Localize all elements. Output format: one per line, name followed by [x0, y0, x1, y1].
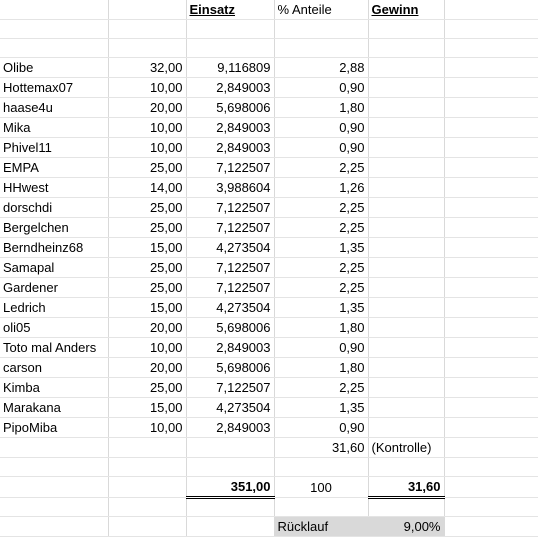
cell[interactable]	[444, 218, 538, 238]
cell[interactable]	[368, 318, 444, 338]
table-row	[0, 218, 538, 238]
table-row	[0, 258, 538, 278]
gewinn-cell[interactable]: 2,25	[274, 218, 368, 238]
cell[interactable]	[444, 398, 538, 418]
einsatz-cell[interactable]: 10,00	[108, 138, 186, 158]
gewinn-cell[interactable]: 1,26	[274, 178, 368, 198]
table-row	[0, 278, 538, 298]
empty-row	[0, 20, 538, 39]
cell[interactable]	[444, 378, 538, 398]
einsatz-cell[interactable]: 25,00	[108, 198, 186, 218]
anteil-cell[interactable]: 4,273504	[186, 298, 274, 318]
ruecklauf-value-cell[interactable]: 9,00%	[368, 517, 444, 537]
cell[interactable]	[368, 218, 444, 238]
cell[interactable]	[108, 517, 186, 537]
header-einsatz[interactable]: Einsatz	[186, 0, 274, 20]
cell[interactable]	[368, 178, 444, 198]
player-name-cell[interactable]: EMPA	[0, 158, 108, 178]
cell[interactable]	[368, 98, 444, 118]
cell[interactable]	[444, 138, 538, 158]
gewinn-cell[interactable]: 1,80	[274, 98, 368, 118]
cell[interactable]	[186, 458, 274, 477]
anteil-cell[interactable]: 7,122507	[186, 258, 274, 278]
cell[interactable]	[444, 58, 538, 78]
player-name-cell[interactable]: Samapal	[0, 258, 108, 278]
cell[interactable]	[274, 20, 368, 39]
gewinn-cell[interactable]: 2,25	[274, 378, 368, 398]
cell[interactable]	[0, 458, 108, 477]
einsatz-cell[interactable]: 15,00	[108, 238, 186, 258]
einsatz-cell[interactable]: 15,00	[108, 398, 186, 418]
einsatz-cell[interactable]: 20,00	[108, 358, 186, 378]
totals-row	[0, 477, 538, 498]
ruecklauf-row	[0, 517, 538, 537]
cell[interactable]	[274, 39, 368, 58]
einsatz-cell[interactable]: 25,00	[108, 278, 186, 298]
cell[interactable]	[368, 418, 444, 438]
cell[interactable]	[368, 338, 444, 358]
cell[interactable]	[444, 477, 538, 498]
table-row	[0, 78, 538, 98]
table-row	[0, 118, 538, 138]
cell[interactable]	[444, 98, 538, 118]
cell[interactable]	[0, 438, 108, 458]
cell[interactable]	[444, 338, 538, 358]
anteil-cell[interactable]: 5,698006	[186, 98, 274, 118]
cell[interactable]	[108, 498, 186, 517]
anteil-cell[interactable]: 9,116809	[186, 58, 274, 78]
cell[interactable]	[444, 458, 538, 477]
cell[interactable]	[368, 20, 444, 39]
cell[interactable]	[444, 178, 538, 198]
cell[interactable]	[186, 498, 274, 517]
player-name-cell[interactable]: Gardener	[0, 278, 108, 298]
anteil-cell[interactable]: 7,122507	[186, 198, 274, 218]
header-gewinn[interactable]: Gewinn	[368, 0, 444, 20]
cell[interactable]	[368, 238, 444, 258]
anteil-cell[interactable]: 2,849003	[186, 78, 274, 98]
anteil-cell[interactable]: 5,698006	[186, 358, 274, 378]
cell[interactable]	[186, 438, 274, 458]
anteil-cell[interactable]: 7,122507	[186, 158, 274, 178]
einsatz-cell[interactable]: 20,00	[108, 318, 186, 338]
table-row	[0, 318, 538, 338]
cell[interactable]	[368, 278, 444, 298]
empty-row	[0, 39, 538, 58]
cell[interactable]	[444, 198, 538, 218]
gewinn-cell[interactable]: 2,88	[274, 58, 368, 78]
gewinn-cell[interactable]: 2,25	[274, 258, 368, 278]
cell[interactable]	[368, 198, 444, 218]
cell[interactable]	[444, 498, 538, 517]
anteil-cell[interactable]: 7,122507	[186, 218, 274, 238]
table-row	[0, 398, 538, 418]
player-name-cell[interactable]: Marakana	[0, 398, 108, 418]
table-row	[0, 58, 538, 78]
einsatz-cell[interactable]: 25,00	[108, 258, 186, 278]
table-row	[0, 138, 538, 158]
player-name-cell[interactable]: Olibe	[0, 58, 108, 78]
cell[interactable]	[368, 498, 444, 517]
cell[interactable]	[368, 138, 444, 158]
cell[interactable]	[0, 39, 108, 58]
cell[interactable]	[368, 39, 444, 58]
cell[interactable]	[108, 20, 186, 39]
cell[interactable]	[444, 418, 538, 438]
cell[interactable]	[368, 398, 444, 418]
cell[interactable]	[368, 358, 444, 378]
anteil-cell[interactable]: 2,849003	[186, 118, 274, 138]
gewinn-cell[interactable]: 1,35	[274, 298, 368, 318]
gewinn-cell[interactable]: 2,25	[274, 158, 368, 178]
table-row	[0, 358, 538, 378]
player-name-cell[interactable]: Ledrich	[0, 298, 108, 318]
gewinn-cell[interactable]: 0,90	[274, 418, 368, 438]
cell[interactable]	[0, 517, 108, 537]
cell[interactable]	[444, 158, 538, 178]
anteil-cell[interactable]: 2,849003	[186, 418, 274, 438]
player-name-cell[interactable]: PipoMiba	[0, 418, 108, 438]
empty-row	[0, 498, 538, 517]
cell[interactable]	[444, 39, 538, 58]
table-row	[0, 418, 538, 438]
einsatz-cell[interactable]: 15,00	[108, 298, 186, 318]
header-row	[0, 0, 538, 20]
anteil-cell[interactable]: 7,122507	[186, 278, 274, 298]
player-name-cell[interactable]: haase4u	[0, 98, 108, 118]
cell[interactable]	[368, 258, 444, 278]
cell[interactable]	[444, 20, 538, 39]
cell[interactable]	[444, 517, 538, 537]
anteil-cell[interactable]: 2,849003	[186, 338, 274, 358]
player-name-cell[interactable]: oli05	[0, 318, 108, 338]
cell[interactable]	[274, 458, 368, 477]
einsatz-cell[interactable]: 25,00	[108, 158, 186, 178]
kontrolle-row	[0, 438, 538, 458]
player-name-cell[interactable]: Berndheinz68	[0, 238, 108, 258]
player-name-cell[interactable]: Toto mal Anders	[0, 338, 108, 358]
anteil-cell[interactable]: 2,849003	[186, 138, 274, 158]
anteil-cell[interactable]: 4,273504	[186, 238, 274, 258]
total-anteile-cell[interactable]: 100	[274, 477, 368, 498]
einsatz-cell[interactable]: 10,00	[108, 78, 186, 98]
player-name-cell[interactable]: carson	[0, 358, 108, 378]
anteil-cell[interactable]: 5,698006	[186, 318, 274, 338]
cell[interactable]	[368, 458, 444, 477]
einsatz-cell[interactable]: 20,00	[108, 98, 186, 118]
player-name-cell[interactable]: Bergelchen	[0, 218, 108, 238]
gewinn-cell[interactable]: 1,80	[274, 318, 368, 338]
table-row	[0, 338, 538, 358]
header-anteile[interactable]: % Anteile	[274, 0, 368, 20]
cell[interactable]	[186, 20, 274, 39]
cell[interactable]	[108, 0, 186, 20]
gewinn-cell[interactable]: 0,90	[274, 118, 368, 138]
cell[interactable]	[444, 358, 538, 378]
cell[interactable]	[186, 39, 274, 58]
gewinn-cell[interactable]: 0,90	[274, 138, 368, 158]
cell[interactable]	[108, 438, 186, 458]
gewinn-cell[interactable]: 0,90	[274, 78, 368, 98]
cell[interactable]	[108, 477, 186, 498]
player-name-cell[interactable]: Kimba	[0, 378, 108, 398]
einsatz-cell[interactable]: 25,00	[108, 218, 186, 238]
table-row	[0, 198, 538, 218]
table-row	[0, 238, 538, 258]
cell[interactable]	[108, 458, 186, 477]
cell[interactable]	[0, 477, 108, 498]
cell[interactable]	[368, 58, 444, 78]
player-name-cell[interactable]: Mika	[0, 118, 108, 138]
einsatz-cell[interactable]: 14,00	[108, 178, 186, 198]
table-row	[0, 158, 538, 178]
table-row	[0, 378, 538, 398]
einsatz-cell[interactable]: 10,00	[108, 418, 186, 438]
cell[interactable]	[444, 318, 538, 338]
cell[interactable]	[0, 498, 108, 517]
empty-row	[0, 458, 538, 477]
gewinn-cell[interactable]: 2,25	[274, 278, 368, 298]
cell[interactable]	[368, 78, 444, 98]
anteil-cell[interactable]: 4,273504	[186, 398, 274, 418]
cell[interactable]	[444, 258, 538, 278]
cell[interactable]	[444, 438, 538, 458]
anteil-cell[interactable]: 7,122507	[186, 378, 274, 398]
cell[interactable]	[0, 20, 108, 39]
cell[interactable]	[368, 298, 444, 318]
gewinn-cell[interactable]: 0,90	[274, 338, 368, 358]
einsatz-cell[interactable]: 32,00	[108, 58, 186, 78]
cell[interactable]	[444, 298, 538, 318]
table-row	[0, 178, 538, 198]
gewinn-cell[interactable]: 1,80	[274, 358, 368, 378]
player-name-cell[interactable]: Phivel11	[0, 138, 108, 158]
player-name-cell[interactable]: Hottemax07	[0, 78, 108, 98]
cell[interactable]	[274, 498, 368, 517]
cell[interactable]	[444, 118, 538, 138]
cell[interactable]	[444, 238, 538, 258]
anteil-cell[interactable]: 3,988604	[186, 178, 274, 198]
cell[interactable]	[186, 517, 274, 537]
table-row	[0, 298, 538, 318]
cell[interactable]	[368, 118, 444, 138]
ruecklauf-label-cell[interactable]: Rücklauf	[274, 517, 368, 537]
player-name-cell[interactable]: HHwest	[0, 178, 108, 198]
einsatz-cell[interactable]: 10,00	[108, 118, 186, 138]
gewinn-cell[interactable]: 1,35	[274, 238, 368, 258]
kontrolle-value-cell[interactable]: 31,60	[274, 438, 368, 458]
total-gewinn-cell[interactable]: 31,60	[368, 477, 444, 498]
player-name-cell[interactable]: dorschdi	[0, 198, 108, 218]
table-row	[0, 98, 538, 118]
total-einsatz-cell[interactable]: 351,00	[186, 477, 274, 498]
kontrolle-label-cell[interactable]: (Kontrolle)	[368, 438, 444, 458]
gewinn-cell[interactable]: 2,25	[274, 198, 368, 218]
cell[interactable]	[368, 378, 444, 398]
einsatz-cell[interactable]: 10,00	[108, 338, 186, 358]
einsatz-cell[interactable]: 25,00	[108, 378, 186, 398]
cell[interactable]	[108, 39, 186, 58]
cell[interactable]	[368, 158, 444, 178]
cell[interactable]	[444, 78, 538, 98]
cell[interactable]	[0, 0, 108, 20]
gewinn-cell[interactable]: 1,35	[274, 398, 368, 418]
cell[interactable]	[444, 0, 538, 20]
cell[interactable]	[444, 278, 538, 298]
